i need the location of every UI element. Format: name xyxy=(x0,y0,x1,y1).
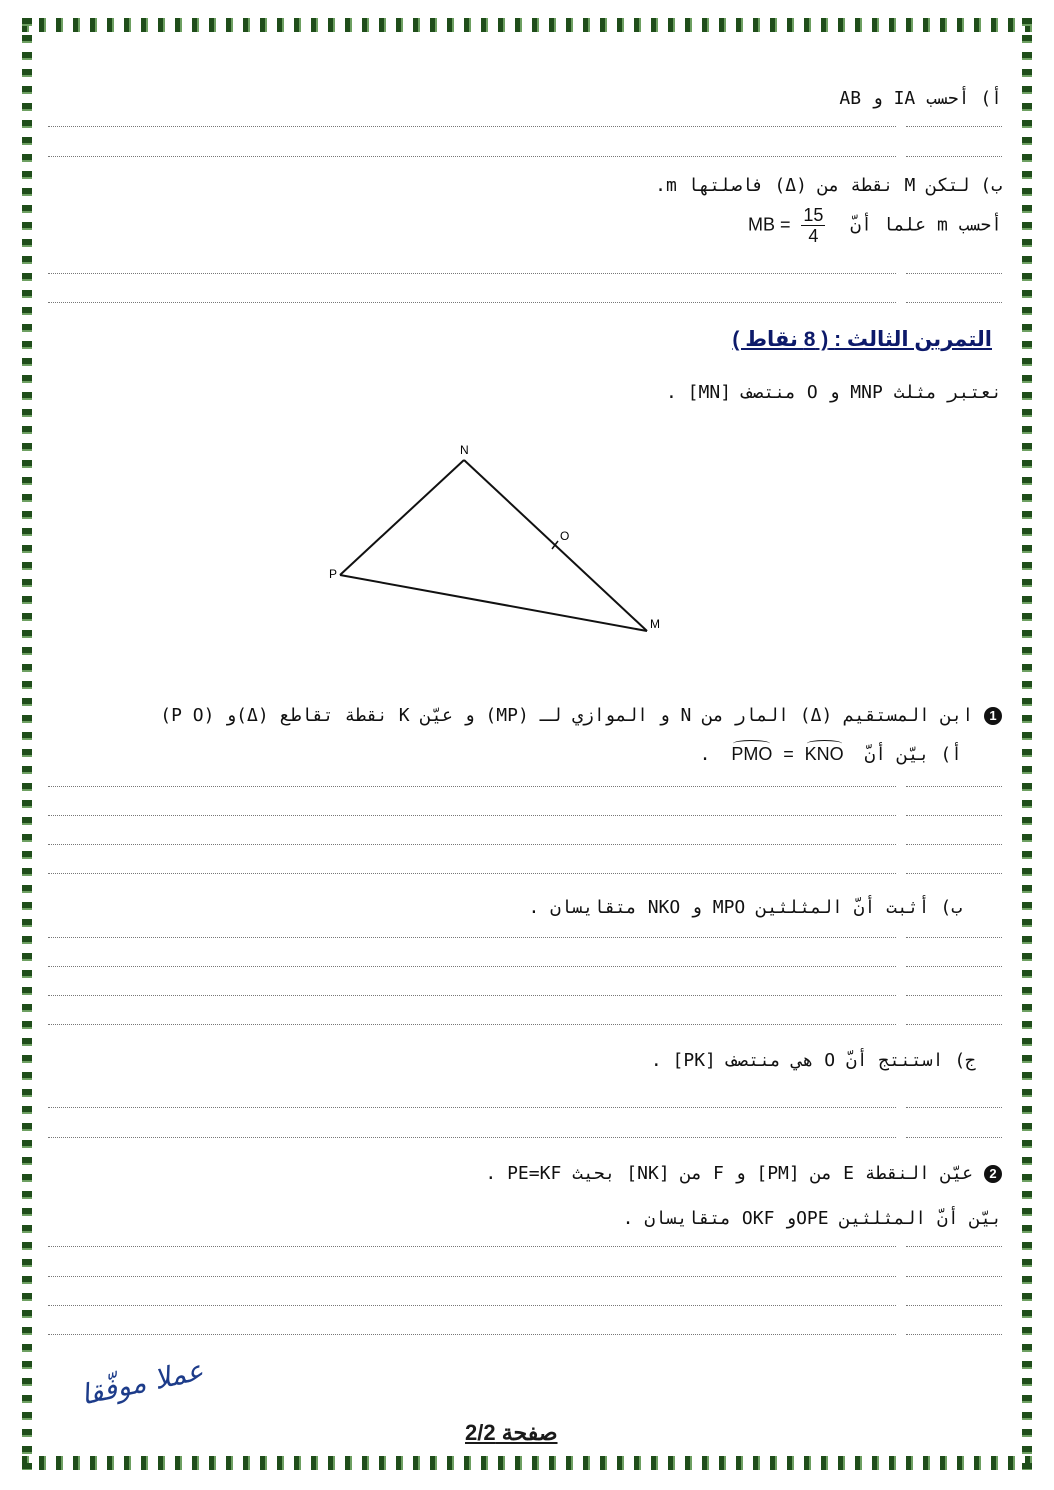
bullet-1: 1 xyxy=(984,707,1002,725)
formula-lhs: MB = xyxy=(748,214,791,235)
exercise-intro-text: نعتبر مثلث MNP و O منتصف [MN] . xyxy=(666,382,1002,403)
part1-b xyxy=(528,897,962,918)
answer-line xyxy=(48,844,896,845)
fraction-denominator: 4 xyxy=(808,226,819,246)
border-bottom xyxy=(22,1456,1032,1470)
answer-line xyxy=(48,302,896,303)
segment-np xyxy=(340,460,464,575)
answer-line xyxy=(906,1334,1002,1335)
answer-line xyxy=(906,273,1002,274)
good-luck-note: عملا موفّقا xyxy=(77,1353,207,1412)
bullet-2: 2 xyxy=(984,1165,1002,1183)
part2-statement xyxy=(485,1163,1002,1184)
question-b-line1: لتكن M نقطة من (Δ) فاصلتها m. xyxy=(655,175,970,196)
border-right xyxy=(1022,18,1032,1470)
answer-line xyxy=(906,937,1002,938)
label-p: P xyxy=(329,567,338,581)
fraction xyxy=(801,205,825,246)
question-b-label: ب) xyxy=(980,175,1002,196)
question-a-text: أحسب IA و AB xyxy=(839,88,970,109)
border-left xyxy=(22,18,32,1470)
answer-line xyxy=(906,1246,1002,1247)
answer-line xyxy=(48,786,896,787)
part1-a xyxy=(700,744,962,765)
answer-line xyxy=(906,1276,1002,1277)
answer-line xyxy=(48,1334,896,1335)
answer-line xyxy=(906,1137,1002,1138)
answer-line xyxy=(906,844,1002,845)
answer-line xyxy=(48,1024,896,1025)
answer-line xyxy=(48,873,896,874)
part1-text: ابن المستقيم (Δ) المار من N و الموازي لـ (MP) و عيّن K نقطة تقاطع (Δ)و (P O) xyxy=(160,705,974,726)
answer-line xyxy=(906,815,1002,816)
fraction-numerator: 15 xyxy=(803,205,824,225)
question-b xyxy=(655,175,1002,196)
angle-equality xyxy=(731,744,843,765)
answer-line xyxy=(48,156,896,157)
answer-line xyxy=(906,156,1002,157)
question-a-label: أ) xyxy=(980,88,1002,109)
part1-a-label: أ) xyxy=(940,744,962,765)
answer-line xyxy=(906,966,1002,967)
answer-line xyxy=(906,1024,1002,1025)
exercise-heading xyxy=(732,327,992,352)
question-a xyxy=(839,88,1002,109)
angle-kno: KNO xyxy=(804,744,844,764)
label-m: M xyxy=(650,617,660,631)
answer-line xyxy=(48,1276,896,1277)
part1-c-text: ج) استنتج أنّ O هي منتصف [PK] . xyxy=(650,1050,976,1071)
part1-c xyxy=(651,1050,976,1071)
answer-line xyxy=(906,1305,1002,1306)
part1-a-text: بيّن أنّ xyxy=(864,744,930,765)
exercise-title: التمرين الثالث : xyxy=(834,328,992,351)
answer-line xyxy=(48,937,896,938)
answer-line xyxy=(48,815,896,816)
answer-line xyxy=(906,126,1002,127)
equals-sign: = xyxy=(783,744,794,764)
answer-line xyxy=(906,995,1002,996)
angle-pmo: PMO xyxy=(731,744,773,764)
answer-line xyxy=(906,302,1002,303)
label-o: O xyxy=(560,529,570,543)
triangle-figure xyxy=(320,436,680,641)
answer-line xyxy=(906,873,1002,874)
label-n: N xyxy=(460,443,469,457)
question-b-prefix: أحسب m علما أنّ xyxy=(850,214,1002,236)
part1-b-text: ب) أثبت أنّ المثلثين MPO و NKO متقايسان . xyxy=(528,897,962,918)
part2-line2-row xyxy=(623,1208,1002,1229)
answer-line xyxy=(906,786,1002,787)
part2-line1: عيّن النقطة E من [PM] و F من [NK] بحيث PE=KF . xyxy=(485,1163,974,1184)
page-number: صفحة 2/2 xyxy=(465,1420,558,1445)
answer-line xyxy=(48,966,896,967)
exercise-points: ( 8 نقاط ) xyxy=(732,328,829,351)
question-b-line2 xyxy=(748,205,1002,246)
exercise-intro xyxy=(666,382,1002,403)
answer-line xyxy=(48,1107,896,1108)
answer-line xyxy=(48,995,896,996)
border-top xyxy=(22,18,1032,32)
answer-line xyxy=(48,1137,896,1138)
formula-mb xyxy=(748,205,825,246)
period: . xyxy=(699,744,711,765)
part2-line2: بيّن أنّ المثلثين OPEو OKF متقايسان . xyxy=(622,1208,1002,1229)
answer-line xyxy=(906,1107,1002,1108)
part1-statement xyxy=(160,705,1002,726)
answer-line xyxy=(48,273,896,274)
answer-line xyxy=(48,1246,896,1247)
answer-line xyxy=(48,1305,896,1306)
segment-pm xyxy=(340,575,647,631)
answer-line xyxy=(48,126,896,127)
